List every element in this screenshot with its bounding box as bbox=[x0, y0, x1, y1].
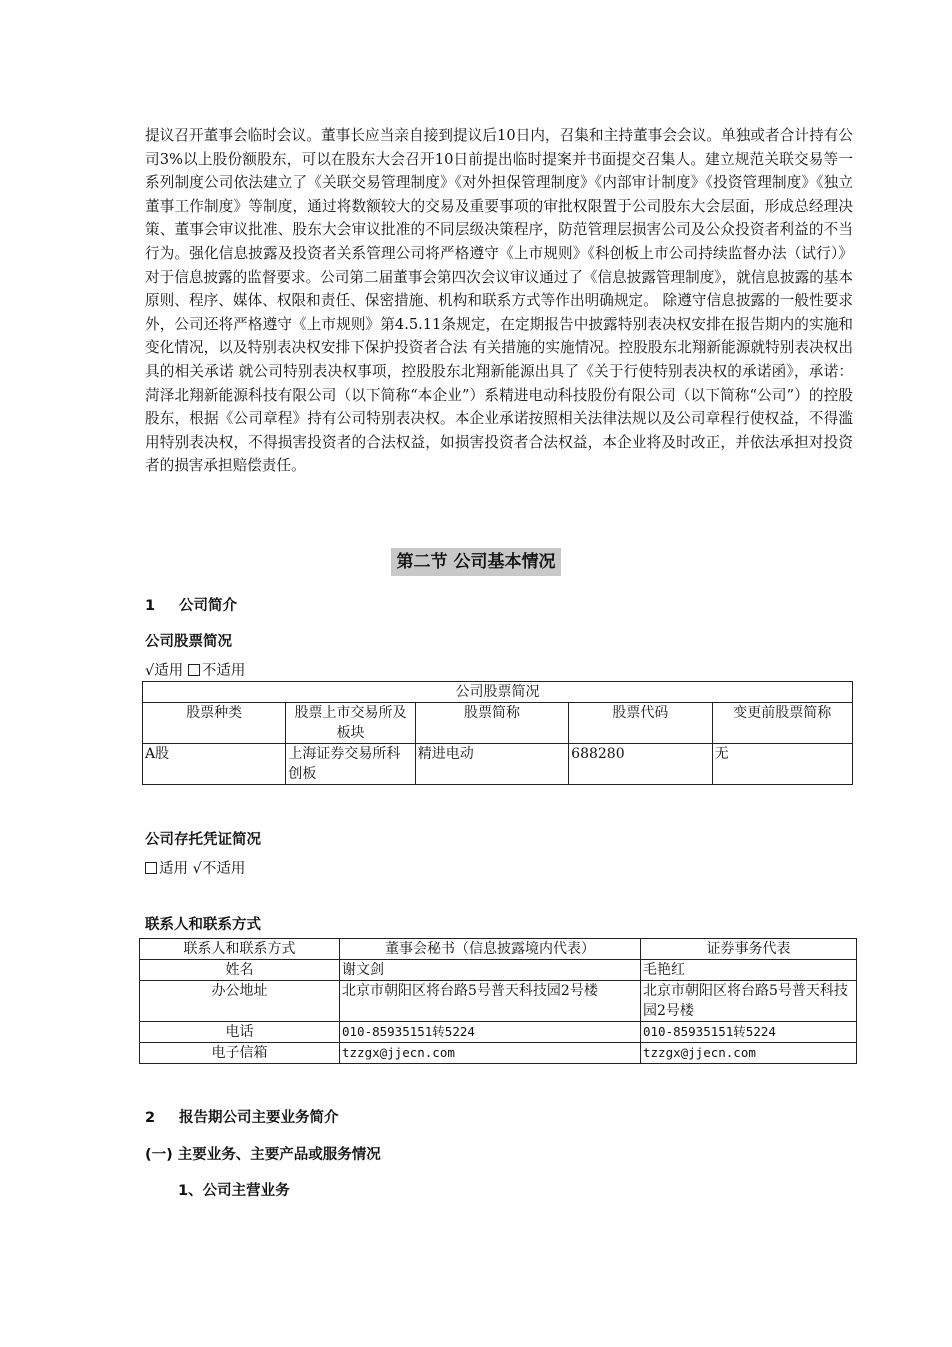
heading-number: 2 bbox=[145, 1110, 156, 1126]
checkbox-icon bbox=[145, 862, 157, 874]
header-cell: 股票简称 bbox=[415, 703, 568, 744]
check-mark: √ bbox=[192, 861, 202, 877]
header-cell: 股票上市交易所及板块 bbox=[286, 703, 415, 744]
table-cell: 精进电动 bbox=[415, 744, 568, 785]
depository-applicable-line bbox=[145, 857, 245, 878]
table-row bbox=[143, 744, 853, 785]
table-header-row bbox=[143, 703, 853, 744]
table-cell: 毛艳红 bbox=[641, 960, 857, 981]
header-cell: 联系人和联系方式 bbox=[140, 939, 340, 960]
body-paragraph: 提议召开董事会临时会议。董事长应当亲自接到提议后10日内，召集和主持董事会会议。单独或者合计持有公司3%以上股份额股东，可以在股东大会召开10日前提出临时提案并书面提交召集人。建立规范关联交易等一系列制度公司依法建立了《关联交易管理制度》《对外担保管理制度》《内部审计制度》《投资管理制度》《独立董事工作制度》等制度，通过将数额较大的交易及重要事项的审批权限置于公司股东大会层面，形成总经理决策、董事会审议批准、股东大会审议批准的不同层级决策程序，防范管理层损害公司及公众投资者利益的不当行为。强化信息披露及投资者关系管理公司将严格遵守《上市规则》《科创板上市公司持续监督办法（试行）》对于信息披露的监督要求。公司第二届董事会第四次会议审议通过了《信息披露管理制度》，就信息披露的基本原则、程序、媒体、权限和责任、保密措施、机构和联系方式等作出明确规定。 除遵守信息披露的一般性要求外，公司还将严格遵守《上市规则》第4.5.11条规定，在定期报告中披露特别表决权安排在报告期内的实施和变化情况，以及特别表决权安排下保护投资者合法 有关措施的实施情况。控股股东北翔新能源就特别表决权出具的相关承诺 就公司特别表决权事项，控股股东北翔新能源出具了《关于行使特别表决权的承诺函》，承诺： 菏泽北翔新能源科技有限公司（以下简称“本企业”）系精进电动科技股份有限公司（以下简称“公司”）的控股股东，根据《公司章程》持有公司特别表决权。本企业承诺按照相关法律法规以及公司章程行使权益，不得滥用特别表决权，不得损害投资者的合法权益，如损害投资者合法权益，本企业将及时改正，并依法承担对投资者的损害承担赔偿责任。 bbox=[145, 127, 853, 475]
heading-core-business: 1、公司主营业务 bbox=[178, 1183, 290, 1199]
stock-table bbox=[142, 681, 853, 785]
table-row bbox=[140, 960, 857, 981]
check-mark: √ bbox=[145, 663, 155, 679]
header-cell: 变更前股票简称 bbox=[712, 703, 852, 744]
heading-number: 1 bbox=[145, 598, 156, 614]
table-cell: 北京市朝阳区将台路5号普天科技园2号楼 bbox=[340, 981, 641, 1022]
section-title: 第二节 公司基本情况 bbox=[391, 548, 562, 576]
checkbox-icon bbox=[188, 664, 200, 676]
applicable-label: 适用 bbox=[159, 861, 188, 877]
table-cell: 010-85935151转5224 bbox=[340, 1022, 641, 1043]
heading-text: 公司简介 bbox=[179, 598, 237, 614]
contact-table bbox=[139, 938, 857, 1064]
table-cell: 上海证券交易所科创板 bbox=[286, 744, 415, 785]
heading-text: 报告期公司主要业务简介 bbox=[179, 1110, 339, 1126]
table-row bbox=[140, 1043, 857, 1064]
email-cell: tzzgx@jjecn.com bbox=[340, 1043, 641, 1064]
table-cell: 010-85935151转5224 bbox=[641, 1022, 857, 1043]
header-cell: 股票代码 bbox=[569, 703, 712, 744]
table-caption: 公司股票简况 bbox=[143, 682, 853, 703]
heading-company-intro bbox=[145, 594, 237, 615]
table-cell: 无 bbox=[712, 744, 852, 785]
email-cell: tzzgx@jjecn.com bbox=[641, 1043, 857, 1064]
header-cell: 证券事务代表 bbox=[641, 939, 857, 960]
stock-applicable-line bbox=[145, 659, 245, 680]
table-cell: 办公地址 bbox=[140, 981, 340, 1022]
not-applicable-label: 不适用 bbox=[201, 663, 246, 679]
not-applicable-label: 不适用 bbox=[201, 861, 246, 877]
stock-heading: 公司股票简况 bbox=[145, 634, 232, 650]
table-cell: 谢文剑 bbox=[340, 960, 641, 981]
applicable-label: 适用 bbox=[154, 663, 184, 679]
depository-heading: 公司存托凭证简况 bbox=[145, 832, 261, 848]
table-cell: 688280 bbox=[569, 744, 712, 785]
table-cell: 电子信箱 bbox=[140, 1043, 340, 1064]
table-header-row bbox=[140, 939, 857, 960]
table-row bbox=[140, 1022, 857, 1043]
table-cell: 电话 bbox=[140, 1022, 340, 1043]
contact-heading: 联系人和联系方式 bbox=[145, 917, 261, 933]
heading-main-business bbox=[145, 1106, 339, 1127]
table-cell: 姓名 bbox=[140, 960, 340, 981]
heading-main-products: (一) 主要业务、主要产品或服务情况 bbox=[145, 1147, 381, 1163]
table-row bbox=[140, 981, 857, 1022]
table-cell: 北京市朝阳区将台路5号普天科技园2号楼 bbox=[641, 981, 857, 1022]
table-cell: A股 bbox=[143, 744, 286, 785]
header-cell: 股票种类 bbox=[143, 703, 286, 744]
header-cell: 董事会秘书（信息披露境内代表） bbox=[340, 939, 641, 960]
table-row bbox=[143, 682, 853, 703]
